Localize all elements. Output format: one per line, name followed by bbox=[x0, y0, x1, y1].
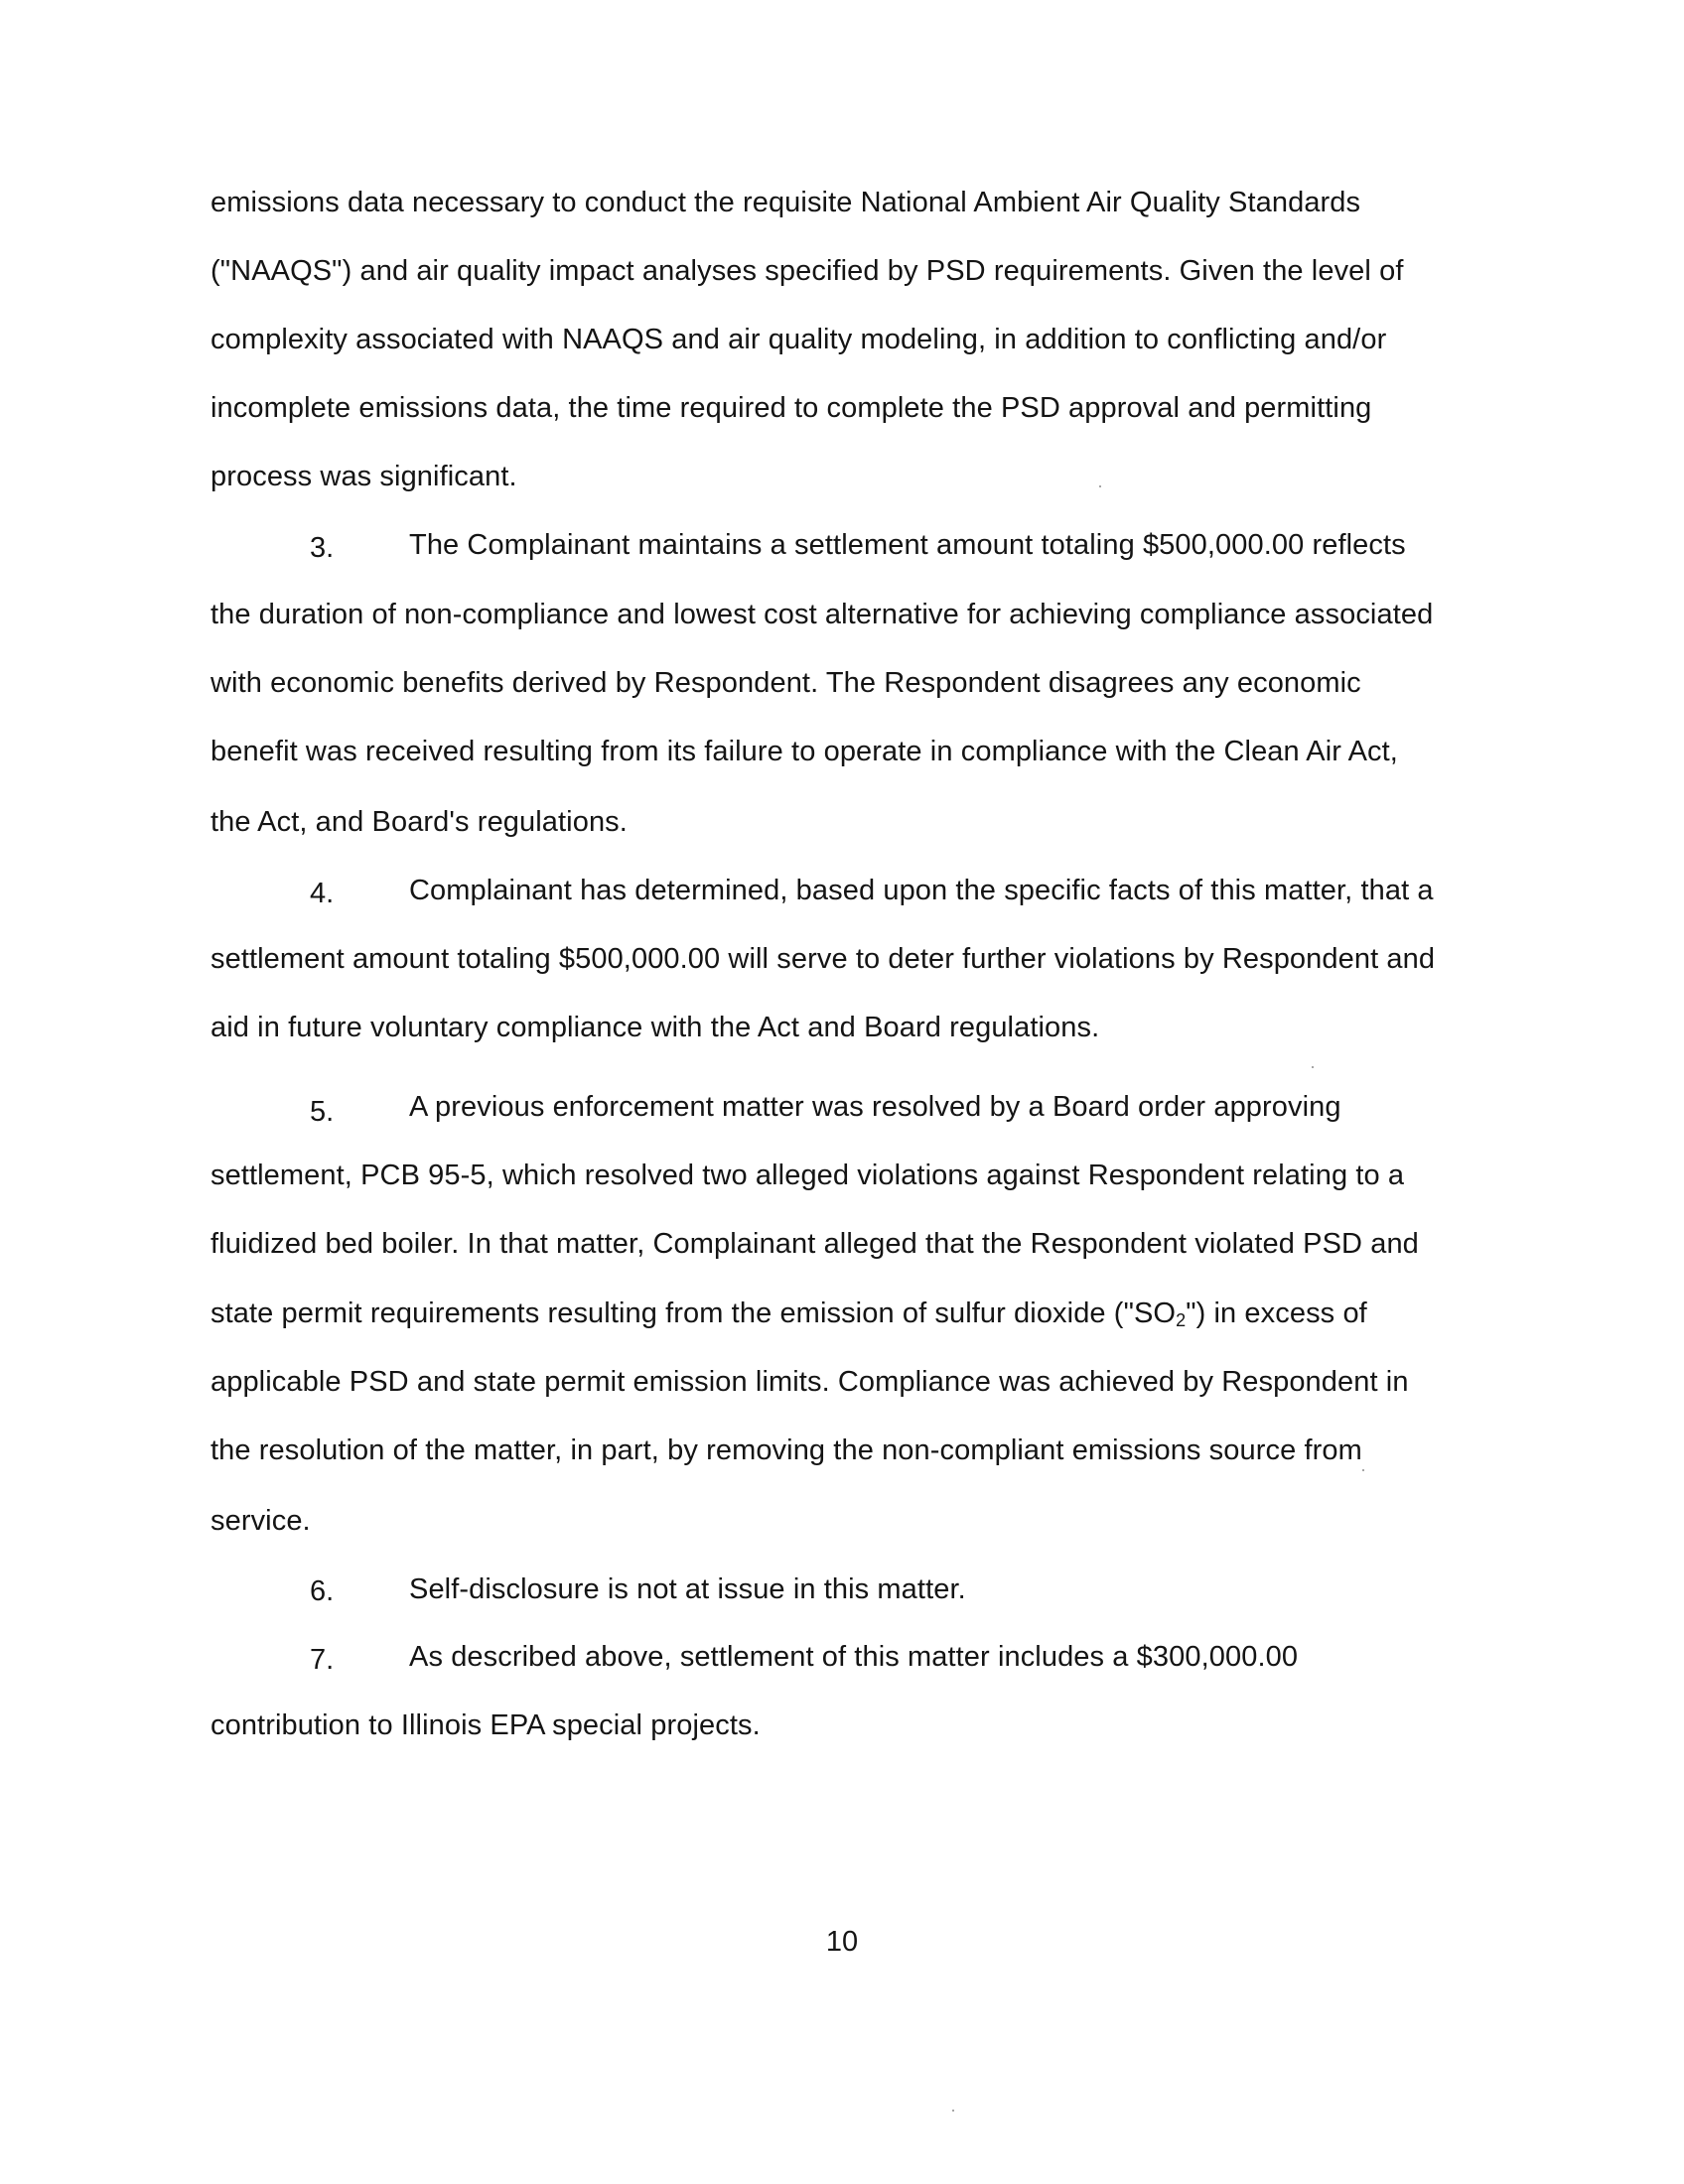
text-line: with economic benefits derived by Respondent. The Respondent disagrees any economic bbox=[210, 667, 1361, 699]
text-line: fluidized bed boiler. In that matter, Complainant alleged that the Respondent violated PSD and bbox=[210, 1228, 1419, 1260]
text-line: Complainant has determined, based upon the specific facts of this matter, that a bbox=[409, 875, 1434, 906]
paragraph-number: 7. bbox=[310, 1644, 335, 1676]
paragraph-number: 6. bbox=[310, 1575, 335, 1607]
text-line: aid in future voluntary compliance with the Act and Board regulations. bbox=[210, 1012, 1100, 1043]
text-line: The Complainant maintains a settlement amount totaling $500,000.00 reflects bbox=[409, 529, 1406, 561]
text-line: the resolution of the matter, in part, by removing the non-compliant emissions source from bbox=[210, 1434, 1362, 1466]
text-line: service. bbox=[210, 1505, 311, 1537]
text-line: applicable PSD and state permit emission limits. Compliance was achieved by Respondent in bbox=[210, 1366, 1409, 1398]
paragraph-number: 3. bbox=[310, 532, 335, 564]
text-line: benefit was received resulting from its failure to operate in compliance with the Clean Air Act, bbox=[210, 736, 1398, 767]
scan-speck bbox=[1362, 1469, 1364, 1471]
text-line: emissions data necessary to conduct the requisite National Ambient Air Quality Standards bbox=[210, 187, 1361, 218]
text-span: ") in excess of bbox=[1186, 1297, 1367, 1329]
text-line: the Act, and Board's regulations. bbox=[210, 806, 628, 838]
text-line: complexity associated with NAAQS and air quality modeling, in addition to conflicting and/or bbox=[210, 324, 1387, 355]
text-line: As described above, settlement of this matter includes a $300,000.00 bbox=[409, 1641, 1299, 1673]
text-line: settlement amount totaling $500,000.00 will serve to deter further violations by Respondent and bbox=[210, 943, 1436, 975]
text-line bbox=[210, 1296, 1367, 1331]
paragraph-number: 5. bbox=[310, 1096, 335, 1128]
text-line: incomplete emissions data, the time required to complete the PSD approval and permitting bbox=[210, 392, 1372, 424]
text-line: the duration of non-compliance and lowest cost alternative for achieving compliance associated bbox=[210, 599, 1434, 630]
text-line: ("NAAQS") and air quality impact analyses specified by PSD requirements. Given the level of bbox=[210, 255, 1404, 287]
scan-speck bbox=[952, 2110, 954, 2112]
text-line: A previous enforcement matter was resolved by a Board order approving bbox=[409, 1091, 1341, 1123]
text-line: Self-disclosure is not at issue in this matter. bbox=[409, 1573, 966, 1605]
text-line: settlement, PCB 95-5, which resolved two alleged violations against Respondent relating to a bbox=[210, 1160, 1405, 1191]
page-number: 10 bbox=[825, 1926, 859, 1958]
scan-speck bbox=[1312, 1066, 1314, 1068]
text-line: contribution to Illinois EPA special projects. bbox=[210, 1709, 761, 1741]
text-line: process was significant. bbox=[210, 461, 517, 492]
subscript: 2 bbox=[1176, 1310, 1187, 1330]
text-span: state permit requirements resulting from the emission of sulfur dioxide ("SO bbox=[210, 1297, 1177, 1329]
paragraph-number: 4. bbox=[310, 878, 335, 909]
scan-speck bbox=[1099, 485, 1101, 487]
